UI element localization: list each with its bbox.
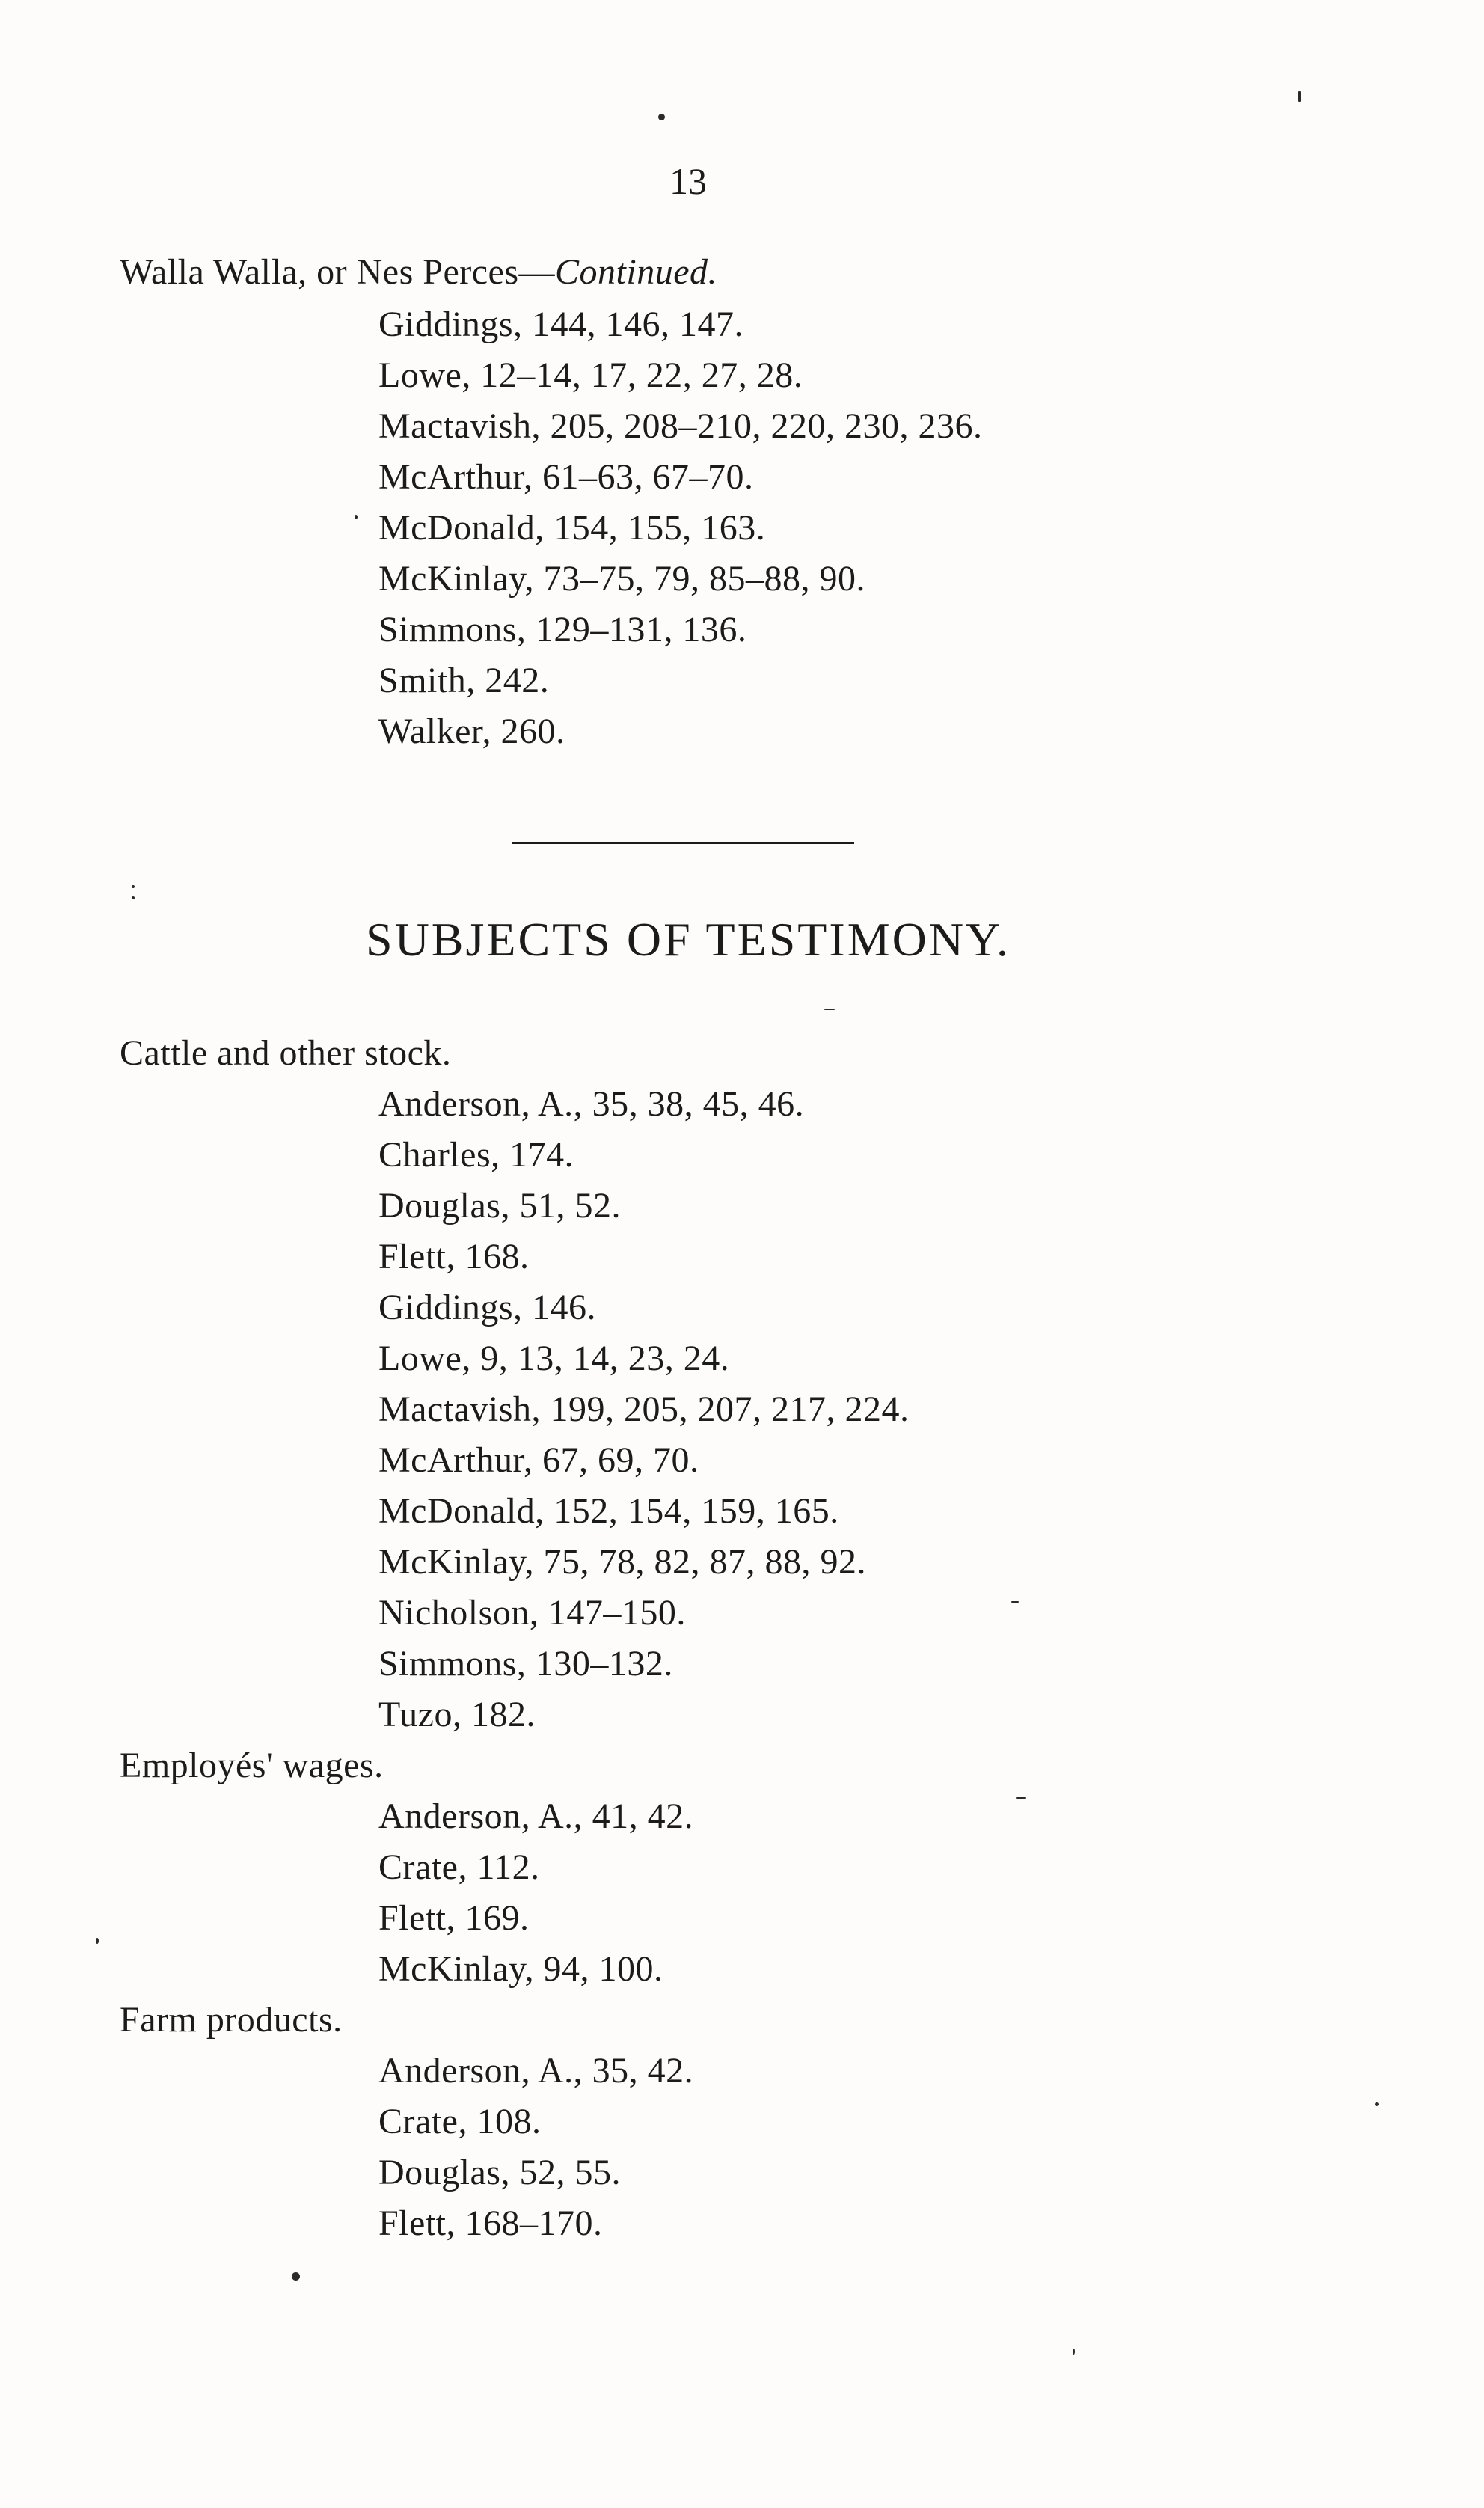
index-entry: McDonald, 152, 154, 159, 165. [378,1491,839,1531]
index-entry: Charles, 174. [378,1135,574,1175]
section-divider [512,842,854,844]
ink-speck [658,114,665,120]
index-entry: Anderson, A., 35, 42. [378,2051,694,2090]
ink-speck [96,1938,99,1944]
index-entry: Walker, 260. [378,712,565,751]
index-entry: Anderson, A., 41, 42. [378,1796,694,1836]
index-entry: Douglas, 51, 52. [378,1186,621,1226]
index-entry: Mactavish, 199, 205, 207, 217, 224. [378,1389,910,1429]
ink-speck [132,896,135,899]
index-entry: Lowe, 12–14, 17, 22, 27, 28. [378,355,803,395]
ink-speck [824,1009,835,1010]
ink-speck [292,2272,300,2281]
index-entry: Giddings, 146. [378,1288,597,1327]
ink-speck [355,515,358,519]
section-title: SUBJECTS OF TESTIMONY. [365,913,1011,966]
index-entry: Lowe, 9, 13, 14, 23, 24. [378,1339,730,1378]
index-entry: Smith, 242. [378,661,550,700]
ink-speck [1073,2349,1075,2355]
subject-heading: Cattle and other stock. [120,1033,452,1073]
index-entry: Anderson, A., 35, 38, 45, 46. [378,1084,805,1124]
index-entry: Giddings, 144, 146, 147. [378,305,744,344]
page-number: 13 [669,160,707,202]
index-entry: McKinlay, 75, 78, 82, 87, 88, 92. [378,1542,867,1582]
index-entry: Nicholson, 147–150. [378,1593,686,1633]
index-entry: Simmons, 130–132. [378,1644,673,1683]
index-entry: McKinlay, 73–75, 79, 85–88, 90. [378,559,866,599]
subject-heading: Employés' wages. [120,1746,384,1785]
ink-speck [1011,1601,1019,1603]
index-entry: McArthur, 67, 69, 70. [378,1440,699,1480]
index-entry: McArthur, 61–63, 67–70. [378,457,754,497]
ink-speck [1298,91,1301,102]
continued-label: Continued. [555,252,718,292]
index-entry: Simmons, 129–131, 136. [378,610,747,649]
index-entry: Flett, 168–170. [378,2203,603,2243]
index-entry: McKinlay, 94, 100. [378,1949,663,1989]
index-entry: Flett, 169. [378,1898,530,1938]
index-entry: Flett, 168. [378,1237,530,1276]
index-entry: McDonald, 154, 155, 163. [378,508,766,548]
index-entry: Douglas, 52, 55. [378,2153,621,2192]
continued-heading-text: Walla Walla, or Nes Perces— [120,252,556,292]
index-entry: Crate, 112. [378,1847,540,1887]
index-entry: Crate, 108. [378,2102,542,2141]
ink-speck [1016,1797,1026,1799]
index-entry: Mactavish, 205, 208–210, 220, 230, 236. [378,406,983,446]
ink-speck [132,885,135,888]
continued-heading [120,251,717,293]
subject-heading: Farm products. [120,2000,343,2040]
index-entry: Tuzo, 182. [378,1695,536,1734]
ink-speck [1375,2102,1379,2106]
